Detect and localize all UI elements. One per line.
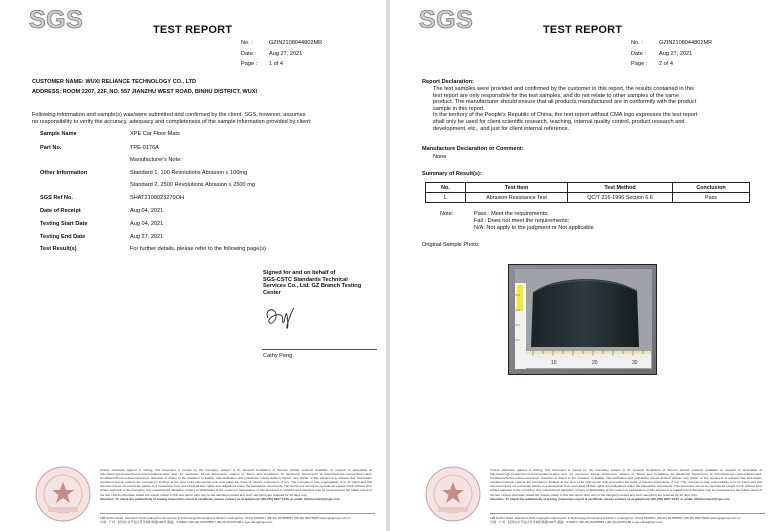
- footer-address: 198 Kezhu Road, Scientech Park Guangzhou Economic & Technology Development District, Guangzhou, China 510663 t (86-20) 82155555 f (86-20) 82075188 www.sgsgroup.com.cn 中国 · 广州 · 经济技术开发区科学城科珠路198号 邮编：510663 t (86-20) 82155555 f (86-20) 82075188 e sgs.china@sgs.com: [100, 516, 351, 524]
- signer-name: Cathy Peng: [263, 353, 293, 359]
- inspection-seal-icon: [424, 465, 482, 523]
- th-no: No.: [426, 183, 466, 193]
- th-test-item: Test Item: [466, 183, 568, 193]
- footer-terms: Unless otherwise agreed in writing, this document is issued by the Company subject to its General Conditions of Service printed overleaf, available on request or accessible at http://www.sgs.com/en/Terms-and-Conditions.aspx and, for electronic format documents, subject to Terms and Conditions for Electronic Documents at http://www.sgs.com/en/Terms-and-Conditions/Terms-e-Document.aspx. Attention is drawn to the limitation of liability, indemnification and jurisdiction issues defined therein. Any holder of this document is advised that information contained hereon reflects the Company's findings at the time of its intervention only and within the limits of Client's instructions, if any. The Company's sole responsibility is to its Client and this document does not exonerate parties to a transaction from exercising all their rights and obligations under the transaction documents. This document cannot be reproduced except in full, without prior written approval of the Company. Any unauthorized alteration, forgery or falsification of the content or appearance of this document is unlawful and offenders may be prosecuted to the fullest extent of the law. Unless otherwise stated the results shown in this test report refer only to the sample(s) tested and such sample(s) are retained for 30 days only. Attention: To check the authenticity of testing /inspection report & certificate, please contact us at telephone: (86-755) 8307 1443, or email: CN.Doccheck@sgs.com: [490, 468, 762, 501]
- svg-text:30: 30: [632, 360, 638, 366]
- declaration-heading: Report Declaration:: [422, 79, 474, 85]
- signature-image: [262, 300, 302, 332]
- cell-conclusion: Pass: [673, 193, 750, 203]
- inspection-seal-icon: [34, 465, 92, 523]
- value-standard-2: Standard 2, 2500 Revolutions Abrasion ≤ 2500 mg: [130, 182, 255, 188]
- svg-text:SGS: SGS: [419, 6, 474, 31]
- manufacture-declaration-heading: Manufacture Declaration or Comment:: [422, 146, 524, 152]
- value-testing-end: Aug 27, 2021: [130, 234, 164, 240]
- value-testing-start: Aug 04, 2021: [130, 221, 164, 227]
- intro-line-1: Following information and sample(s) was/were submitted and confirmed by the client. SGS, however, assumes: [32, 112, 306, 118]
- label-testing-start: Testing Start Date: [40, 221, 88, 227]
- customer-name: CUSTOMER NAME: WUXI RELIANCE TECHNOLOGY CO., LTD: [32, 79, 197, 85]
- svg-text:10: 10: [551, 360, 557, 366]
- notes: Pass : Meet the requirements; Fail : Does not meet the requirements; N/A: Not apply to the judgment or Not applicable: [474, 211, 594, 231]
- table-row: [426, 193, 750, 203]
- footer-terms: Unless otherwise agreed in writing, this document is issued by the Company subject to its General Conditions of Service printed overleaf, available on request or accessible at http://www.sgs.com/en/Terms-and-Conditions.aspx and, for electronic format documents, subject to Terms and Conditions for Electronic Documents at http://www.sgs.com/en/Terms-and-Conditions/Terms-e-Document.aspx. Attention is drawn to the limitation of liability, indemnification and jurisdiction issues defined therein. Any holder of this document is advised that information contained hereon reflects the Company's findings at the time of its intervention only and within the limits of Client's instructions, if any. The Company's sole responsibility is to its Client and this document does not exonerate parties to a transaction from exercising all their rights and obligations under the transaction documents. This document cannot be reproduced except in full, without prior written approval of the Company. Any unauthorized alteration, forgery or falsification of the content or appearance of this document is unlawful and offenders may be prosecuted to the fullest extent of the law. Unless otherwise stated the results shown in this test report refer only to the sample(s) tested and such sample(s) are retained for 30 days only. Attention: To check the authenticity of testing /inspection report & certificate, please contact us at telephone: (86-755) 8307 1443, or email: CN.Doccheck@sgs.com: [100, 468, 372, 501]
- cell-no: 1.: [426, 193, 466, 203]
- cell-test-method: QC/T 216-1996 Section 6.6: [568, 193, 673, 203]
- customer-address: ADDRESS: ROOM 2207, 22F, NO. 557 JIANZHU WEST ROAD, BINHU DISTRICT, WUXI: [32, 89, 258, 95]
- note-label: Note:: [440, 211, 454, 217]
- footer-divider: [100, 513, 375, 514]
- signed-on-behalf: Signed for and on behalf of SGS-CSTC Standards Technical Services Co., Ltd. GZ Branch Testing Center: [263, 270, 362, 296]
- svg-text:SGS: SGS: [29, 6, 84, 31]
- sample-photo-image: [509, 265, 656, 374]
- footer-address: 198 Kezhu Road, Scientech Park Guangzhou Economic & Technology Development District, Guangzhou, China 510663 t (86-20) 82155555 f (86-20) 82075188 www.sgsgroup.com.cn 中国 · 广州 · 经济技术开发区科学城科珠路198号 邮编：510663 t (86-20) 82155555 f (86-20) 82075188 e sgs.china@sgs.com: [490, 516, 741, 524]
- value-test-results: For further details, please refer to the following page(s): [130, 246, 266, 252]
- sgs-logo: [418, 5, 476, 31]
- page-title: TEST REPORT: [543, 24, 623, 36]
- sample-photo: [508, 264, 657, 375]
- declaration-text: The test samples were provided and confirmed by the customer in this report, the results contained in this test report are only responsible for the test samples, and do not relate to other samples of the same product. The manufacturer should ensure that all products manufactured are in conformity with the product sample in this report. In the territory of the People's Republic of China, the test report without CMA logo expresses the test report shall only be used for client scientific research, teaching, internal quality control, product research and development, etc., and just for client internal reference.: [433, 86, 698, 132]
- page-title: TEST REPORT: [153, 24, 233, 36]
- report-page-2: [390, 0, 776, 531]
- summary-heading: Summary of Result(s):: [422, 171, 482, 177]
- label-testing-end: Testing End Date: [40, 234, 86, 240]
- label-test-results: Test Result(s): [40, 246, 77, 252]
- value-date-receipt: Aug 04, 2021: [130, 208, 164, 214]
- label-sample-name: Sample Name: [40, 131, 77, 137]
- value-manufacturer-note: Manufacturer's Note:: [130, 157, 182, 163]
- manufacture-declaration-value: None: [433, 154, 447, 160]
- footer-divider: [490, 513, 765, 514]
- photo-heading: Original Sample Photo:: [422, 242, 480, 248]
- report-meta: No. : GZIN2108044802MR Date : Aug 27, 2021 Page : 1 of 4: [241, 40, 323, 67]
- report-meta: No. : GZIN2108044802MR Date : Aug 27, 2021 Page : 2 of 4: [631, 40, 713, 67]
- summary-table: [425, 182, 750, 203]
- th-test-method: Test Method: [568, 183, 673, 193]
- intro-line-2: no responsibility to verify the accuracy, adequacy and completeness of the sample information provided by client:: [32, 119, 312, 125]
- th-conclusion: Conclusion: [673, 183, 750, 193]
- value-sgs-ref: SHAT2108023270OH: [130, 195, 185, 201]
- report-page-1: [0, 0, 386, 531]
- value-standard-1: Standard 1, 100 Revolutions Abrasion ≤ 100mg: [130, 170, 248, 176]
- label-date-receipt: Date of Receipt: [40, 208, 81, 214]
- label-other-information: Other Information: [40, 170, 88, 176]
- table-header-row: [426, 183, 750, 193]
- cell-test-item: Abrasion Resistance Test: [466, 193, 568, 203]
- signature-line: [262, 349, 377, 350]
- value-part-no: TPE-0176A: [130, 145, 159, 151]
- svg-text:20: 20: [592, 360, 598, 366]
- sgs-logo: [28, 5, 86, 31]
- value-sample-name: XPE Car Floor Mats: [130, 131, 180, 137]
- label-part-no: Part No.: [40, 145, 62, 151]
- label-sgs-ref: SGS Ref No.: [40, 195, 73, 201]
